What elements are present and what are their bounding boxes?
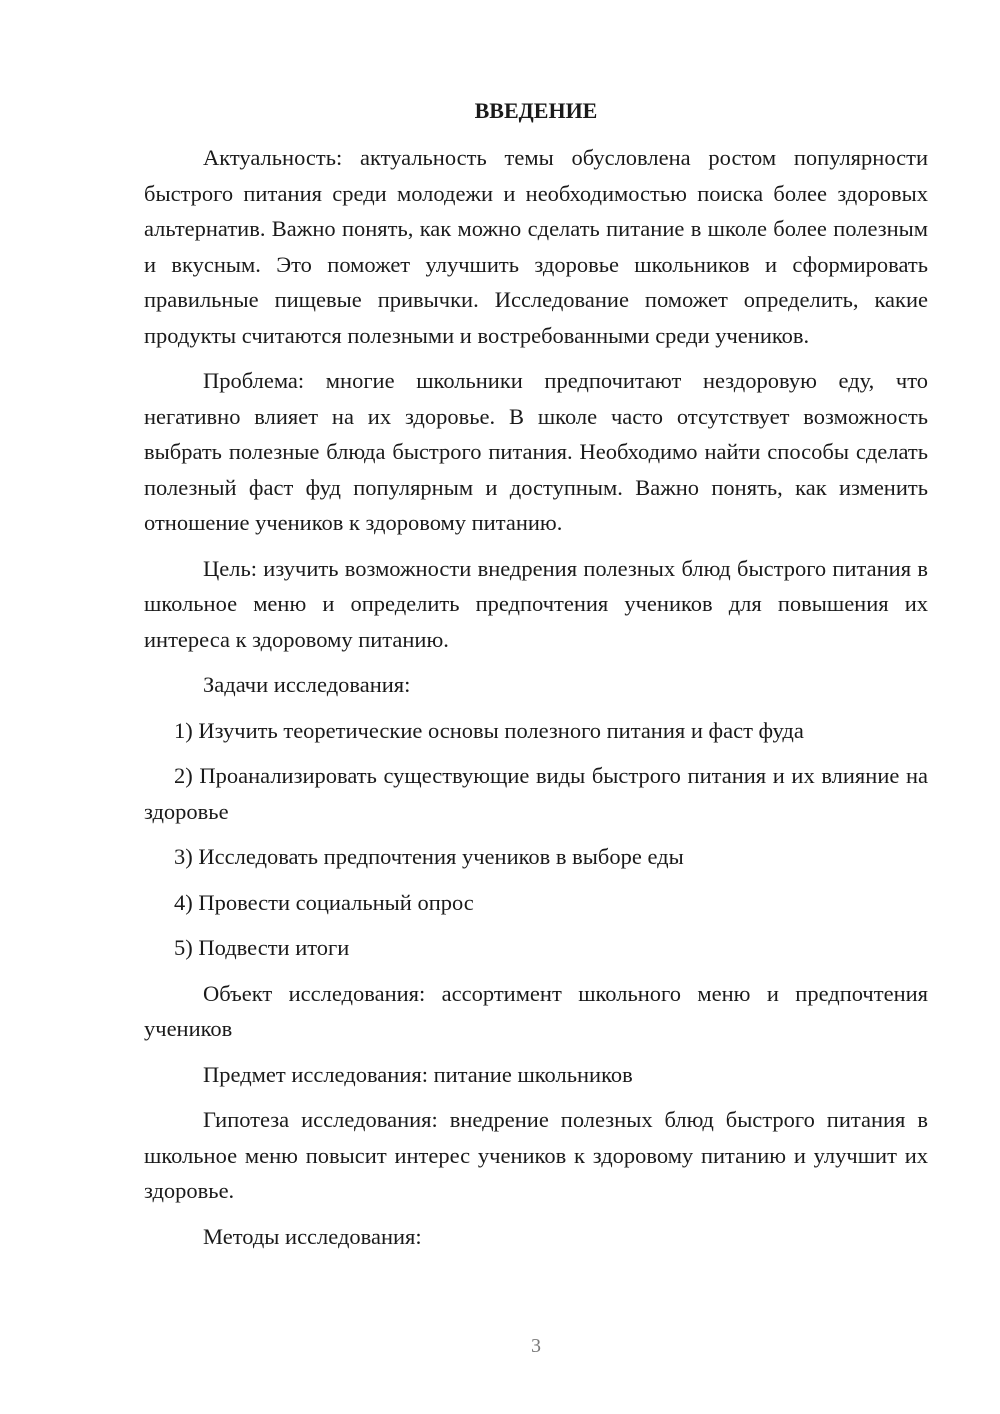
paragraph-relevance: Актуальность: актуальность темы обусловлена ростом популярности быстрого питания среди молодежи и необходимостью поиска более здоровых альтернатив. Важно понять, как можно сделать питание в школе более полезным и вкусным. Это поможет улучшить здоровье школьников и сформировать правильные пищевые привычки. Исследование поможет определить, какие продукты считаются полезными и востребованными среди учеников. [144,145,928,348]
page-number: 3 [531,1335,541,1357]
page-content [144,96,928,1264]
tasks-heading: Задачи исследования: [203,672,411,697]
paragraph-hypothesis: Гипотеза исследования: внедрение полезных блюд быстрого питания в школьное меню повысит интерес учеников к здоровому питанию и улучшит их здоровье. [144,1107,928,1203]
methods-heading: Методы исследования: [203,1223,422,1249]
section-title: ВВЕДЕНИЕ [474,98,598,123]
paragraph-subject: Предмет исследования: питание школьников [203,1061,633,1087]
task-item-3: 3) Исследовать предпочтения учеников в выборе еды [174,844,684,869]
task-item-4: 4) Провести социальный опрос [174,889,474,915]
task-item-5: 5) Подвести итоги [174,935,350,960]
task-item-1: 1) Изучить теоретические основы полезного питания и фаст фуда [174,717,804,743]
paragraph-goal: Цель: изучить возможности внедрения полезных блюд быстрого питания в школьное меню и определить предпочтения учеников для повышения их интереса к здоровому питанию. [144,555,928,652]
task-item-2: 2) Проанализировать существующие виды быстрого питания и их влияние на здоровье [144,763,928,824]
paragraph-object: Объект исследования: ассортимент школьного меню и предпочтения учеников [144,980,928,1041]
paragraph-problem: Проблема: многие школьники предпочитают нездоровую еду, что негативно влияет на их здоровье. В школе часто отсутствует возможность выбрать полезные блюда быстрого питания. Необходимо найти способы сделать полезный фаст фуд популярным и доступным. Важно понять, как изменить отношение учеников к здоровому питанию. [144,368,928,535]
